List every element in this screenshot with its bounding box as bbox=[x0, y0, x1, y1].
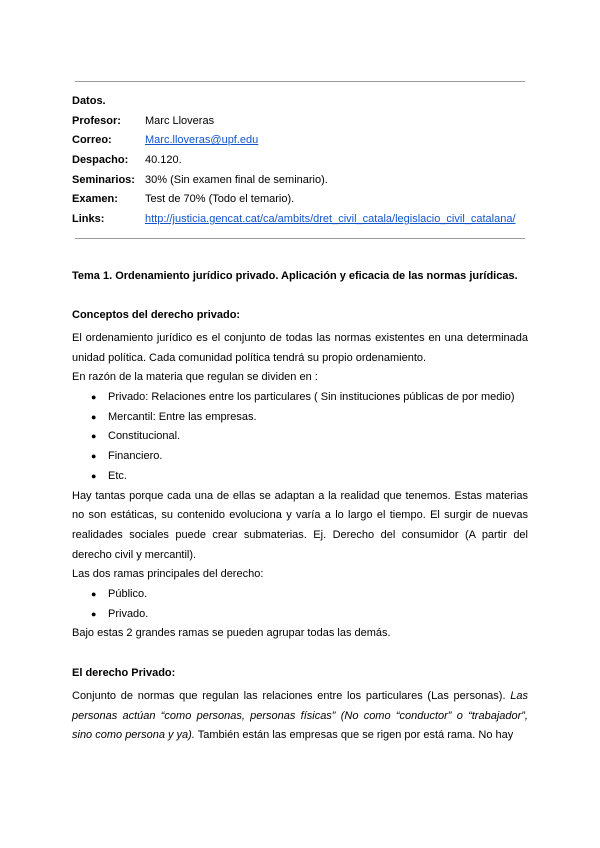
list-item: ● Público. bbox=[91, 588, 148, 601]
paragraph: Las dos ramas principales del derecho: bbox=[72, 568, 264, 581]
section-heading-derecho-privado: El derecho Privado: bbox=[72, 667, 176, 679]
list-item: ● Privado. bbox=[91, 607, 149, 620]
list-item: ● Privado: Relaciones entre los particulares ( Sin instituciones públicas de por medio) bbox=[91, 391, 515, 404]
info-row-profesor: Profesor: Marc Lloveras bbox=[72, 114, 215, 127]
info-row-examen: Examen: Test de 70% (Todo el temario). bbox=[72, 193, 295, 206]
info-row-correo: Correo: Marc.lloveras@upf.edu bbox=[72, 134, 259, 147]
section-derecho-privado-body: Conjunto de normas que regulan las relaciones entre los particulares (Las personas). Las personas actúan “como personas, personas físicas” (No como “conductor” o “trabajador”, sino como persona y ya). También están las empresas que se rigen por está rama. No hay bbox=[72, 690, 528, 742]
tema-title: Tema 1. Ordenamiento jurídico privado. Aplicación y eficacia de las normas jurídicas. bbox=[72, 270, 518, 282]
section-conceptos-body bbox=[72, 329, 528, 644]
paragraph: Hay tantas porque cada una de ellas se adaptan a la realidad que tenemos. Estas materias no son estáticas, su contenido evoluciona y varía a lo largo el tiempo. El surgir de nuevas realidades sociales puede crear submaterias. Ej. Derecho del consumidor (A partir del derecho civil y mercantil). bbox=[72, 489, 528, 561]
course-info bbox=[72, 92, 516, 230]
list-item: ● Financiero. bbox=[91, 450, 163, 463]
paragraph: El ordenamiento jurídico es el conjunto de todas las normas existentes en una determinada unidad política. Cada comunidad política tendrá su propio ordenamiento. bbox=[72, 332, 528, 364]
paragraph: En razón de la materia que regulan se dividen en : bbox=[72, 371, 318, 384]
info-row-seminarios: Seminarios: 30% (Sin examen final de seminario). bbox=[72, 173, 328, 186]
top-divider bbox=[75, 81, 525, 82]
ramas-list bbox=[72, 585, 528, 624]
list-item: ● Mercantil: Entre las empresas. bbox=[91, 410, 257, 423]
list-item: ● Etc. bbox=[91, 469, 127, 482]
info-row-links: Links: http://justicia.gencat.cat/ca/ambits/dret_civil_catala/legislacio_civil_catalana/ bbox=[72, 213, 516, 226]
email-link[interactable]: Marc.lloveras@upf.edu bbox=[145, 134, 259, 147]
info-heading: Datos. bbox=[72, 95, 106, 107]
list-item: ● Constitucional. bbox=[91, 430, 181, 443]
paragraph: Bajo estas 2 grandes ramas se pueden agrupar todas las demás. bbox=[72, 627, 391, 640]
section-heading-conceptos: Conceptos del derecho privado: bbox=[72, 309, 241, 321]
legislation-link[interactable]: http://justicia.gencat.cat/ca/ambits/dret_civil_catala/legislacio_civil_catalana/ bbox=[145, 213, 516, 226]
materias-list bbox=[72, 388, 528, 486]
info-row-despacho: Despacho: 40.120. bbox=[72, 154, 182, 167]
bottom-divider bbox=[75, 238, 525, 239]
